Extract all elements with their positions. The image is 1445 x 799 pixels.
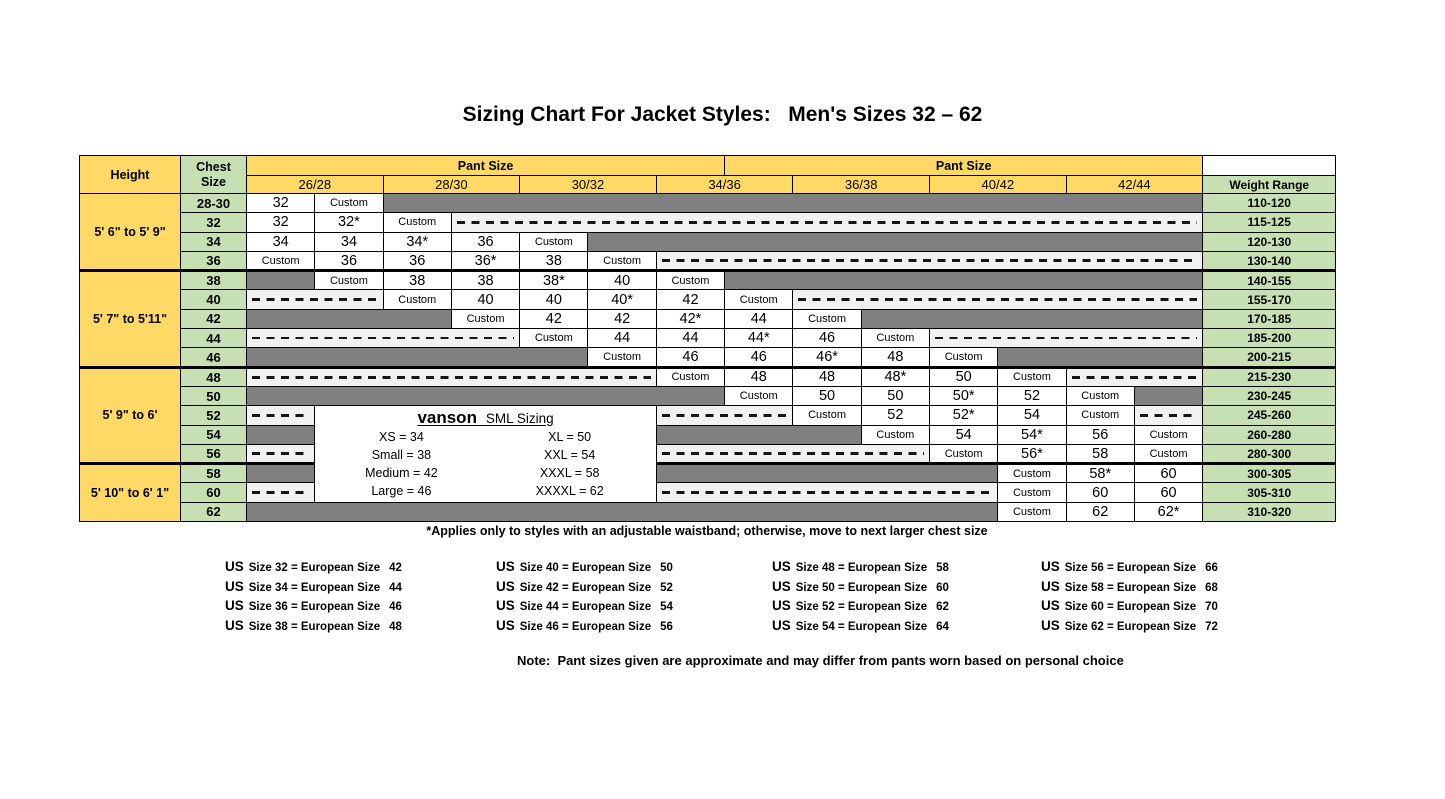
- weight-range-cell: 260-280: [1203, 425, 1336, 444]
- gray-bar: [588, 232, 1203, 251]
- jacket-size-cell: 62: [1066, 502, 1134, 521]
- jacket-size-cell: 46: [793, 329, 861, 348]
- weight-range-cell: 215-230: [1203, 367, 1336, 386]
- jacket-size-cell: 54*: [998, 425, 1066, 444]
- jacket-size-cell: 50: [861, 386, 929, 405]
- dashed-bar: [451, 213, 1202, 232]
- chest-size-cell: 28-30: [181, 194, 247, 213]
- custom-cell: Custom: [725, 386, 793, 405]
- conversion-text: Size 54 = European Size: [795, 620, 928, 633]
- jacket-size-cell: 38*: [520, 271, 588, 290]
- weight-range-cell: 305-310: [1203, 483, 1336, 502]
- custom-cell: Custom: [315, 194, 383, 213]
- chest-size-cell: 42: [181, 309, 247, 328]
- gray-bar: [247, 271, 315, 290]
- jacket-size-cell: 60: [1134, 483, 1202, 502]
- weight-range-cell: 185-200: [1203, 329, 1336, 348]
- custom-cell: Custom: [656, 271, 724, 290]
- custom-cell: Custom: [998, 502, 1066, 521]
- dashed-line: [662, 414, 788, 416]
- weight-range-header: Weight Range: [1203, 176, 1336, 194]
- jacket-size-cell: 42: [588, 309, 656, 328]
- height-header: Height: [80, 156, 181, 194]
- chest-size-cell: 50: [181, 386, 247, 405]
- dashed-bar: [247, 483, 315, 502]
- dashed-line: [252, 452, 309, 454]
- us-prefix: US: [496, 578, 515, 594]
- jacket-size-cell: 48: [725, 367, 793, 386]
- height-group-cell: 5' 9" to 6': [80, 367, 181, 463]
- dashed-bar: [1066, 367, 1203, 386]
- jacket-size-cell: 36: [315, 251, 383, 270]
- sizing-table: [79, 155, 1336, 522]
- us-prefix: US: [225, 617, 244, 633]
- conversion-line: [772, 616, 949, 636]
- dashed-bar: [247, 290, 384, 309]
- sml-sizing-heading-text: SML Sizing: [485, 410, 554, 426]
- conversion-text: Size 40 = European Size: [519, 562, 652, 574]
- pant-size-column-header: 30/32: [520, 176, 657, 194]
- conversion-line: [496, 557, 673, 577]
- dashed-line: [1140, 414, 1197, 416]
- us-prefix: US: [1041, 598, 1060, 613]
- conversion-line: [496, 577, 673, 597]
- height-group-cell: 5' 7" to 5'11": [80, 271, 181, 367]
- chest-size-cell: 48: [181, 367, 247, 386]
- jacket-size-cell: 52: [861, 406, 929, 425]
- conversion-text: Size 42 = European Size: [519, 581, 652, 594]
- jacket-size-cell: 46*: [793, 348, 861, 367]
- page-title: Sizing Chart For Jacket Styles: Men's Sizes 32 – 62: [462, 103, 983, 126]
- sml-sizing-box-content: [315, 407, 655, 502]
- conversion-line: [225, 557, 402, 577]
- jacket-size-cell: 42: [520, 309, 588, 328]
- us-prefix: US: [225, 578, 244, 594]
- european-size-value: 66: [1205, 562, 1218, 574]
- custom-cell: Custom: [656, 367, 724, 386]
- pant-size-column-header: 34/36: [656, 176, 793, 194]
- custom-cell: Custom: [998, 367, 1066, 386]
- weight-range-cell: 130-140: [1203, 251, 1336, 270]
- conversion-line: [1041, 596, 1218, 616]
- jacket-size-cell: 38: [383, 271, 451, 290]
- gray-bar: [998, 348, 1203, 367]
- custom-cell: Custom: [930, 348, 998, 367]
- pant-size-header-left: Pant Size: [247, 156, 725, 176]
- jacket-size-cell: 60: [1134, 464, 1202, 483]
- european-size-value: 48: [389, 620, 402, 633]
- weight-range-cell: 110-120: [1203, 194, 1336, 213]
- custom-cell: Custom: [520, 232, 588, 251]
- jacket-size-cell: 44: [725, 309, 793, 328]
- pant-size-column-header: 26/28: [247, 176, 384, 194]
- jacket-size-cell: 32*: [315, 213, 383, 232]
- jacket-size-cell: 56: [1066, 425, 1134, 444]
- jacket-size-cell: 36*: [451, 251, 519, 270]
- jacket-size-cell: 54: [930, 425, 998, 444]
- conversion-column: [496, 557, 673, 635]
- chest-size-cell: 62: [181, 502, 247, 521]
- european-size-value: 58: [936, 562, 949, 574]
- european-size-value: 46: [389, 601, 402, 613]
- conversion-text: Size 58 = European Size: [1064, 581, 1197, 594]
- custom-cell: Custom: [861, 329, 929, 348]
- jacket-size-cell: 54: [998, 406, 1066, 425]
- conversion-text: Size 56 = European Size: [1064, 562, 1197, 574]
- jacket-size-cell: 40: [520, 290, 588, 309]
- dashed-bar: [247, 329, 520, 348]
- dashed-line: [252, 337, 514, 339]
- jacket-size-cell: 44: [656, 329, 724, 348]
- jacket-size-cell: 48: [861, 348, 929, 367]
- custom-cell: Custom: [930, 444, 998, 463]
- conversion-text: Size 44 = European Size: [519, 601, 652, 613]
- chest-size-cell: 44: [181, 329, 247, 348]
- conversion-text: Size 46 = European Size: [519, 620, 652, 633]
- us-prefix: US: [1041, 578, 1060, 594]
- pant-size-header-right: Pant Size: [725, 156, 1203, 176]
- conversion-line: [772, 557, 949, 577]
- chest-size-cell: 52: [181, 406, 247, 425]
- european-size-value: 50: [660, 562, 673, 574]
- chest-size-cell: 38: [181, 271, 247, 290]
- conversion-line: [772, 596, 949, 616]
- conversion-line: [225, 616, 402, 636]
- dashed-line: [935, 337, 1197, 339]
- european-size-value: 42: [389, 562, 402, 574]
- conversion-line: [1041, 616, 1218, 636]
- jacket-size-cell: 48*: [861, 367, 929, 386]
- conversion-line: [496, 596, 673, 616]
- dashed-line: [1072, 376, 1198, 378]
- chest-size-cell: 32: [181, 213, 247, 232]
- conversion-text: Size 48 = European Size: [795, 562, 928, 574]
- us-prefix: US: [496, 598, 515, 613]
- dashed-line: [252, 298, 378, 300]
- custom-cell: Custom: [861, 425, 929, 444]
- chest-size-cell: 36: [181, 251, 247, 270]
- dashed-bar: [793, 290, 1203, 309]
- pant-size-note: Note: Pant sizes given are approximate and may differ from pants worn based on personal choice: [517, 653, 1124, 668]
- conversion-column: [772, 557, 949, 635]
- weight-range-cell: 155-170: [1203, 290, 1336, 309]
- jacket-size-cell: 40: [451, 290, 519, 309]
- sml-sizing-entry: Small = 38: [371, 447, 432, 462]
- jacket-size-cell: 46: [656, 348, 724, 367]
- sml-sizing-entry: XXXXL = 62: [535, 484, 604, 499]
- weight-range-cell: 300-305: [1203, 464, 1336, 483]
- jacket-size-cell: 60: [1066, 483, 1134, 502]
- custom-cell: Custom: [793, 406, 861, 425]
- sml-sizing-box: [315, 406, 656, 502]
- conversion-text: Size 38 = European Size: [248, 620, 381, 633]
- chest-size-cell: 56: [181, 444, 247, 463]
- dashed-line: [252, 491, 309, 493]
- jacket-size-cell: 52: [998, 386, 1066, 405]
- european-size-value: 70: [1205, 601, 1218, 613]
- us-prefix: US: [496, 617, 515, 633]
- pant-size-column-header: 40/42: [930, 176, 1067, 194]
- us-prefix: US: [1041, 617, 1060, 633]
- sml-sizing-entry: Medium = 42: [365, 466, 438, 481]
- custom-cell: Custom: [588, 348, 656, 367]
- gray-bar: [656, 425, 861, 444]
- dashed-line: [252, 414, 309, 416]
- pant-size-column-header: 42/44: [1066, 176, 1203, 194]
- weight-range-cell: 310-320: [1203, 502, 1336, 521]
- dashed-bar: [247, 367, 657, 386]
- conversion-text: Size 52 = European Size: [795, 601, 928, 613]
- sml-sizing-grid: [317, 428, 653, 501]
- dashed-bar: [656, 251, 1202, 270]
- gray-bar: [656, 464, 998, 483]
- sml-sizing-entry: XXXL = 58: [539, 466, 600, 481]
- custom-cell: Custom: [725, 290, 793, 309]
- custom-cell: Custom: [451, 309, 519, 328]
- sml-sizing-entry: XL = 50: [548, 429, 592, 444]
- jacket-size-cell: 50*: [930, 386, 998, 405]
- custom-cell: Custom: [520, 329, 588, 348]
- gray-bar: [247, 348, 588, 367]
- conversion-column: [1041, 557, 1218, 635]
- dashed-bar: [247, 444, 315, 463]
- custom-cell: Custom: [998, 483, 1066, 502]
- custom-cell: Custom: [1066, 406, 1134, 425]
- conversion-text: Size 60 = European Size: [1064, 601, 1197, 613]
- jacket-size-cell: 34: [315, 232, 383, 251]
- custom-cell: Custom: [1066, 386, 1134, 405]
- conversion-text: Size 34 = European Size: [248, 581, 381, 594]
- weight-range-cell: 200-215: [1203, 348, 1336, 367]
- conversion-line: [772, 577, 949, 597]
- weight-range-cell: 230-245: [1203, 386, 1336, 405]
- conversion-line: [1041, 577, 1218, 597]
- weight-range-cell: 280-300: [1203, 444, 1336, 463]
- us-prefix: US: [1041, 559, 1060, 574]
- us-prefix: US: [772, 559, 791, 574]
- conversion-line: [225, 596, 402, 616]
- conversion-line: [1041, 557, 1218, 577]
- conversion-text: Size 36 = European Size: [248, 601, 381, 613]
- european-size-value: 52: [660, 581, 673, 594]
- weight-range-cell: 245-260: [1203, 406, 1336, 425]
- conversion-column: [225, 557, 402, 635]
- jacket-size-cell: 58: [1066, 444, 1134, 463]
- european-size-value: 56: [660, 620, 673, 633]
- jacket-size-cell: 34: [247, 232, 315, 251]
- european-size-value: 60: [936, 581, 949, 594]
- dashed-line: [457, 221, 1197, 223]
- jacket-size-cell: 34*: [383, 232, 451, 251]
- weight-range-cell: 170-185: [1203, 309, 1336, 328]
- chest-size-cell: 40: [181, 290, 247, 309]
- jacket-size-cell: 46: [725, 348, 793, 367]
- sml-sizing-entry: Large = 46: [371, 484, 432, 499]
- dashed-line: [798, 298, 1197, 300]
- us-european-conversions: [0, 557, 1445, 642]
- gray-bar: [725, 271, 1203, 290]
- dashed-bar: [247, 406, 315, 425]
- gray-bar: [247, 386, 725, 405]
- gray-bar: [247, 309, 452, 328]
- conversion-line: [496, 616, 673, 636]
- jacket-size-cell: 32: [247, 194, 315, 213]
- gray-bar: [247, 425, 315, 444]
- jacket-size-cell: 32: [247, 213, 315, 232]
- custom-cell: Custom: [383, 290, 451, 309]
- custom-cell: Custom: [793, 309, 861, 328]
- jacket-size-cell: 56*: [998, 444, 1066, 463]
- us-prefix: US: [772, 598, 791, 613]
- european-size-value: 64: [936, 620, 949, 633]
- custom-cell: Custom: [588, 251, 656, 270]
- chest-size-cell: 46: [181, 348, 247, 367]
- jacket-size-cell: 38: [451, 271, 519, 290]
- height-group-cell: 5' 6" to 5' 9": [80, 194, 181, 271]
- jacket-size-cell: 52*: [930, 406, 998, 425]
- height-group-cell: 5' 10" to 6' 1": [80, 464, 181, 522]
- jacket-size-cell: 38: [520, 251, 588, 270]
- conversion-text: Size 32 = European Size: [248, 562, 381, 574]
- jacket-size-cell: 42*: [656, 309, 724, 328]
- sml-sizing-entry: XXL = 54: [544, 447, 596, 462]
- jacket-size-cell: 44*: [725, 329, 793, 348]
- us-prefix: US: [496, 559, 515, 574]
- chest-size-cell: 58: [181, 464, 247, 483]
- sml-sizing-entry: XS = 34: [379, 429, 424, 444]
- jacket-size-cell: 36: [451, 232, 519, 251]
- blank-header-cell: [1203, 156, 1336, 176]
- dashed-bar: [656, 483, 998, 502]
- dashed-line: [662, 452, 924, 454]
- us-prefix: US: [225, 559, 244, 574]
- custom-cell: Custom: [383, 213, 451, 232]
- jacket-size-cell: 40*: [588, 290, 656, 309]
- gray-bar: [247, 464, 315, 483]
- jacket-size-cell: 50: [793, 386, 861, 405]
- dashed-bar: [656, 406, 793, 425]
- chest-size-cell: 34: [181, 232, 247, 251]
- vanson-brand: vanson: [417, 407, 477, 427]
- chest-size-header: Chest Size: [181, 156, 247, 194]
- sml-sizing-heading: [317, 409, 653, 428]
- us-prefix: US: [772, 578, 791, 594]
- dashed-bar: [656, 444, 929, 463]
- jacket-size-cell: 44: [588, 329, 656, 348]
- jacket-size-cell: 40: [588, 271, 656, 290]
- custom-cell: Custom: [1134, 425, 1202, 444]
- jacket-size-cell: 62*: [1134, 502, 1202, 521]
- custom-cell: Custom: [315, 271, 383, 290]
- weight-range-cell: 115-125: [1203, 213, 1336, 232]
- weight-range-cell: 140-155: [1203, 271, 1336, 290]
- us-prefix: US: [772, 617, 791, 633]
- sizing-table-body: [80, 194, 1336, 522]
- gray-bar: [247, 502, 998, 521]
- us-prefix: US: [225, 598, 244, 613]
- european-size-value: 72: [1205, 620, 1218, 633]
- jacket-size-cell: 58*: [1066, 464, 1134, 483]
- european-size-value: 62: [936, 601, 949, 613]
- pant-size-column-header: 36/38: [793, 176, 930, 194]
- european-size-value: 54: [660, 601, 673, 613]
- dashed-line: [662, 259, 1197, 261]
- conversion-text: Size 50 = European Size: [795, 581, 928, 594]
- weight-range-cell: 120-130: [1203, 232, 1336, 251]
- european-size-value: 68: [1205, 581, 1218, 594]
- jacket-size-cell: 36: [383, 251, 451, 270]
- dashed-line: [662, 491, 993, 493]
- jacket-size-cell: 48: [793, 367, 861, 386]
- pant-size-column-header: 28/30: [383, 176, 520, 194]
- waistband-footnote: *Applies only to styles with an adjustable waistband; otherwise, move to next larger chest size: [426, 524, 988, 538]
- gray-bar: [861, 309, 1203, 328]
- custom-cell: Custom: [998, 464, 1066, 483]
- dashed-bar: [1134, 406, 1202, 425]
- jacket-size-cell: 50: [930, 367, 998, 386]
- chest-size-cell: 54: [181, 425, 247, 444]
- custom-cell: Custom: [1134, 444, 1202, 463]
- custom-cell: Custom: [247, 251, 315, 270]
- conversion-line: [225, 577, 402, 597]
- european-size-value: 44: [389, 581, 402, 594]
- conversion-text: Size 62 = European Size: [1064, 620, 1197, 633]
- gray-bar: [1134, 386, 1202, 405]
- dashed-line: [252, 376, 651, 378]
- jacket-size-cell: 42: [656, 290, 724, 309]
- dashed-bar: [930, 329, 1203, 348]
- gray-bar: [383, 194, 1203, 213]
- chest-size-cell: 60: [181, 483, 247, 502]
